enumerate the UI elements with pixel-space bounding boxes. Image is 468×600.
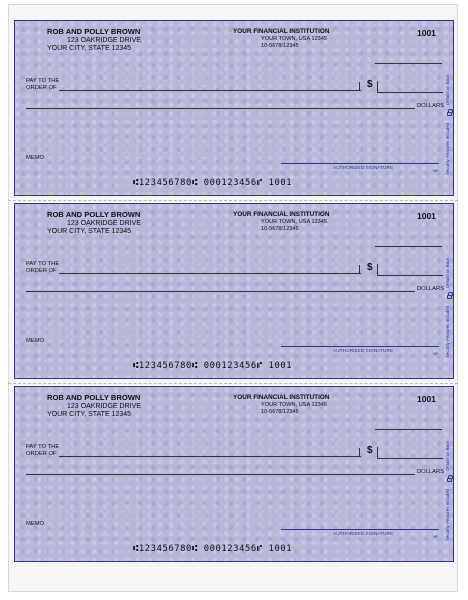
memo-label: MEMO	[26, 338, 45, 344]
side-text-security	[445, 296, 455, 356]
order-of-label: ORDER OF	[26, 451, 57, 457]
date-line[interactable]	[375, 63, 442, 64]
security-features-text: Security Features Included	[445, 305, 450, 358]
security-features-text: Security Features Included	[445, 488, 450, 541]
signature-label: AUTHORIZED SIGNATURE	[333, 166, 394, 171]
side-text-details	[445, 65, 455, 105]
check-1	[14, 20, 454, 196]
micr-line: ⑆123456780⑆ 000123456⑈ 1001	[133, 178, 293, 188]
bank-town: YOUR TOWN, USA 12345	[261, 402, 328, 408]
routing-fraction: 10-5678/12345	[261, 409, 299, 415]
owner-address-line1: 123 OAKRIDGE DRIVE	[67, 37, 141, 44]
signature-line[interactable]	[281, 346, 439, 347]
mp-mark: MP	[433, 169, 439, 173]
bank-name: YOUR FINANCIAL INSTITUTION	[233, 211, 330, 218]
amount-words-line[interactable]	[26, 108, 415, 109]
signature-line[interactable]	[281, 163, 439, 164]
memo-label: MEMO	[26, 155, 45, 161]
side-text-details	[445, 248, 455, 288]
payee-line-end	[359, 265, 360, 273]
account-owner-name: ROB AND POLLY BROWN	[47, 27, 141, 36]
bank-town: YOUR TOWN, USA 12345	[261, 36, 328, 42]
pay-to-label: PAY TO THE	[26, 444, 60, 450]
check-3	[14, 386, 454, 562]
side-text-security	[445, 479, 455, 539]
amount-line[interactable]	[377, 275, 443, 276]
mp-mark: MP	[433, 352, 439, 356]
check-number: 1001	[417, 394, 436, 404]
order-of-label: ORDER OF	[26, 268, 57, 274]
amount-line[interactable]	[377, 458, 443, 459]
details-on-back-text: Details on Back	[445, 74, 450, 105]
owner-address-line1: 123 OAKRIDGE DRIVE	[67, 220, 141, 227]
mp-mark: MP	[433, 535, 439, 539]
perforation-line	[8, 383, 458, 384]
micr-line: ⑆123456780⑆ 000123456⑈ 1001	[133, 361, 293, 371]
routing-fraction: 10-5678/12345	[261, 43, 299, 49]
pay-to-label: PAY TO THE	[26, 78, 60, 84]
owner-address-line2: YOUR CITY, STATE 12345	[47, 228, 132, 235]
dollars-label: DOLLARS	[417, 286, 445, 292]
date-line[interactable]	[375, 246, 442, 247]
check-number: 1001	[417, 28, 436, 38]
details-on-back-text: Details on Back	[445, 440, 450, 471]
date-line[interactable]	[375, 429, 442, 430]
account-owner-name: ROB AND POLLY BROWN	[47, 210, 141, 219]
order-of-label: ORDER OF	[26, 85, 57, 91]
amount-box-edge	[377, 81, 378, 92]
amount-words-line[interactable]	[26, 291, 415, 292]
signature-label: AUTHORIZED SIGNATURE	[333, 532, 394, 537]
amount-box-edge	[377, 447, 378, 458]
payee-line-end	[359, 82, 360, 90]
dollar-sign: $	[367, 262, 373, 273]
dollars-label: DOLLARS	[417, 469, 445, 475]
routing-fraction: 10-5678/12345	[261, 226, 299, 232]
perforation-line	[8, 200, 458, 201]
payee-line-end	[359, 448, 360, 456]
payee-line[interactable]	[59, 456, 361, 457]
account-owner-name: ROB AND POLLY BROWN	[47, 393, 141, 402]
micr-line: ⑆123456780⑆ 000123456⑈ 1001	[133, 544, 293, 554]
memo-label: MEMO	[26, 521, 45, 527]
amount-box-edge	[377, 264, 378, 275]
amount-words-line[interactable]	[26, 474, 415, 475]
dollar-sign: $	[367, 79, 373, 90]
side-text-details	[445, 431, 455, 471]
payee-line[interactable]	[59, 90, 361, 91]
signature-label: AUTHORIZED SIGNATURE	[333, 349, 394, 354]
bank-name: YOUR FINANCIAL INSTITUTION	[233, 394, 330, 401]
owner-address-line2: YOUR CITY, STATE 12345	[47, 45, 132, 52]
pay-to-label: PAY TO THE	[26, 261, 60, 267]
owner-address-line1: 123 OAKRIDGE DRIVE	[67, 403, 141, 410]
payee-line[interactable]	[59, 273, 361, 274]
amount-line[interactable]	[377, 92, 443, 93]
bank-name: YOUR FINANCIAL INSTITUTION	[233, 28, 330, 35]
bank-town: YOUR TOWN, USA 12345	[261, 219, 328, 225]
check-number: 1001	[417, 211, 436, 221]
side-text-security	[445, 113, 455, 173]
check-2	[14, 203, 454, 379]
owner-address-line2: YOUR CITY, STATE 12345	[47, 411, 132, 418]
details-on-back-text: Details on Back	[445, 257, 450, 288]
signature-line[interactable]	[281, 529, 439, 530]
dollars-label: DOLLARS	[417, 103, 445, 109]
security-features-text: Security Features Included	[445, 122, 450, 175]
dollar-sign: $	[367, 445, 373, 456]
